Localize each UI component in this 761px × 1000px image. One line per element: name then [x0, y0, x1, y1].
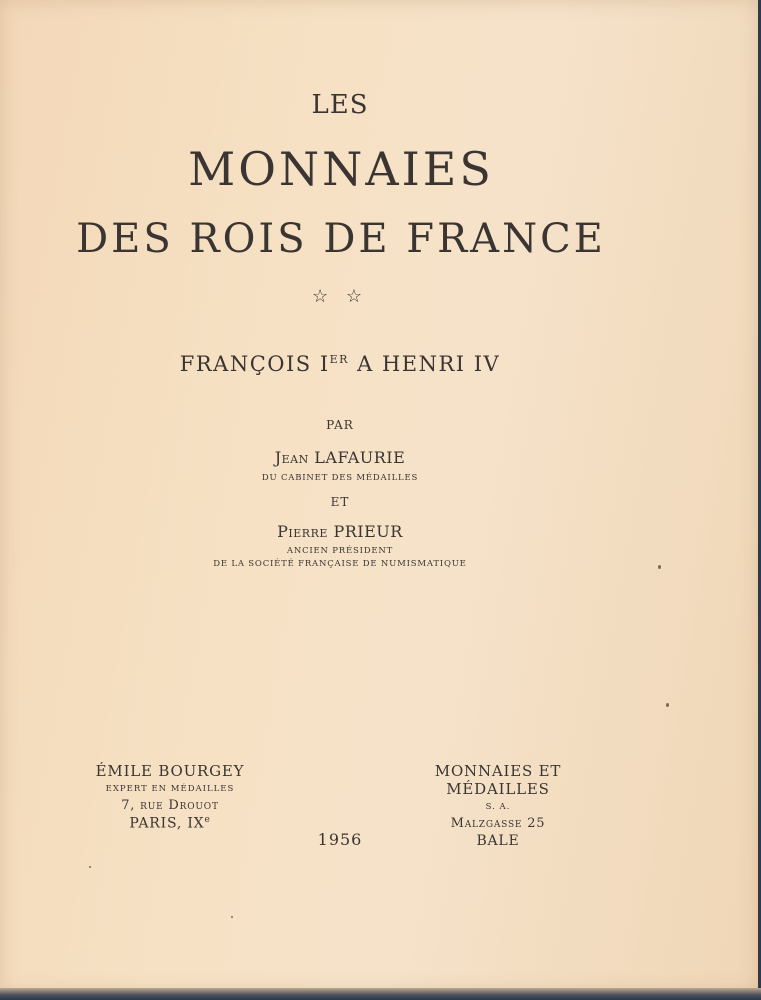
publisher-right-city: BALE — [476, 833, 520, 849]
title-line-rois: DES ROIS DE FRANCE — [76, 216, 606, 262]
publisher-right-suffix: S. A. — [485, 802, 511, 812]
publisher-left-name: ÉMILE BOURGEY — [95, 762, 245, 780]
publisher-left-role: EXPERT EN MÉDAILLES — [105, 784, 235, 794]
publisher-left-address: 7, rue Drouot — [121, 798, 219, 813]
publisher-left-city-text: PARIS, IX — [129, 815, 205, 832]
publication-year: 1956 — [317, 830, 363, 849]
subtitle-sup: ER — [329, 353, 349, 366]
title-line-les: LES — [311, 90, 369, 120]
paper-speck — [666, 703, 669, 707]
author-1: Jean LAFAURIE — [274, 448, 406, 467]
cover-bottom-edge — [0, 988, 761, 1000]
author-1-affiliation: DU CABINET DES MÉDAILLES — [261, 473, 419, 483]
author-2-affiliation-line2: DE LA SOCIÉTÉ FRANÇAISE DE NUMISMATIQUE — [213, 559, 467, 569]
subtitle-part1: FRANÇOIS I — [179, 352, 330, 376]
author-2: Pierre PRIEUR — [277, 522, 403, 541]
author-2-affiliation-line1: ANCIEN PRÉSIDENT — [286, 546, 394, 556]
by-label: PAR — [326, 418, 354, 432]
star-ornament-icon: ☆ ☆ — [312, 286, 368, 307]
subtitle — [0, 352, 680, 376]
paper-speck — [231, 916, 233, 918]
publisher-right-name: MONNAIES ET MÉDAILLES — [434, 762, 562, 798]
title-line-monnaies: MONNAIES — [188, 142, 494, 196]
paper-speck — [658, 565, 661, 569]
publisher-left-city-sup: e — [204, 815, 211, 825]
publisher-right-address: Malzgasse 25 — [450, 816, 546, 831]
paper-speck — [89, 866, 91, 868]
subtitle-part2: A HENRI IV — [348, 352, 501, 376]
publisher-left — [60, 762, 280, 832]
conjunction: ET — [330, 495, 350, 509]
